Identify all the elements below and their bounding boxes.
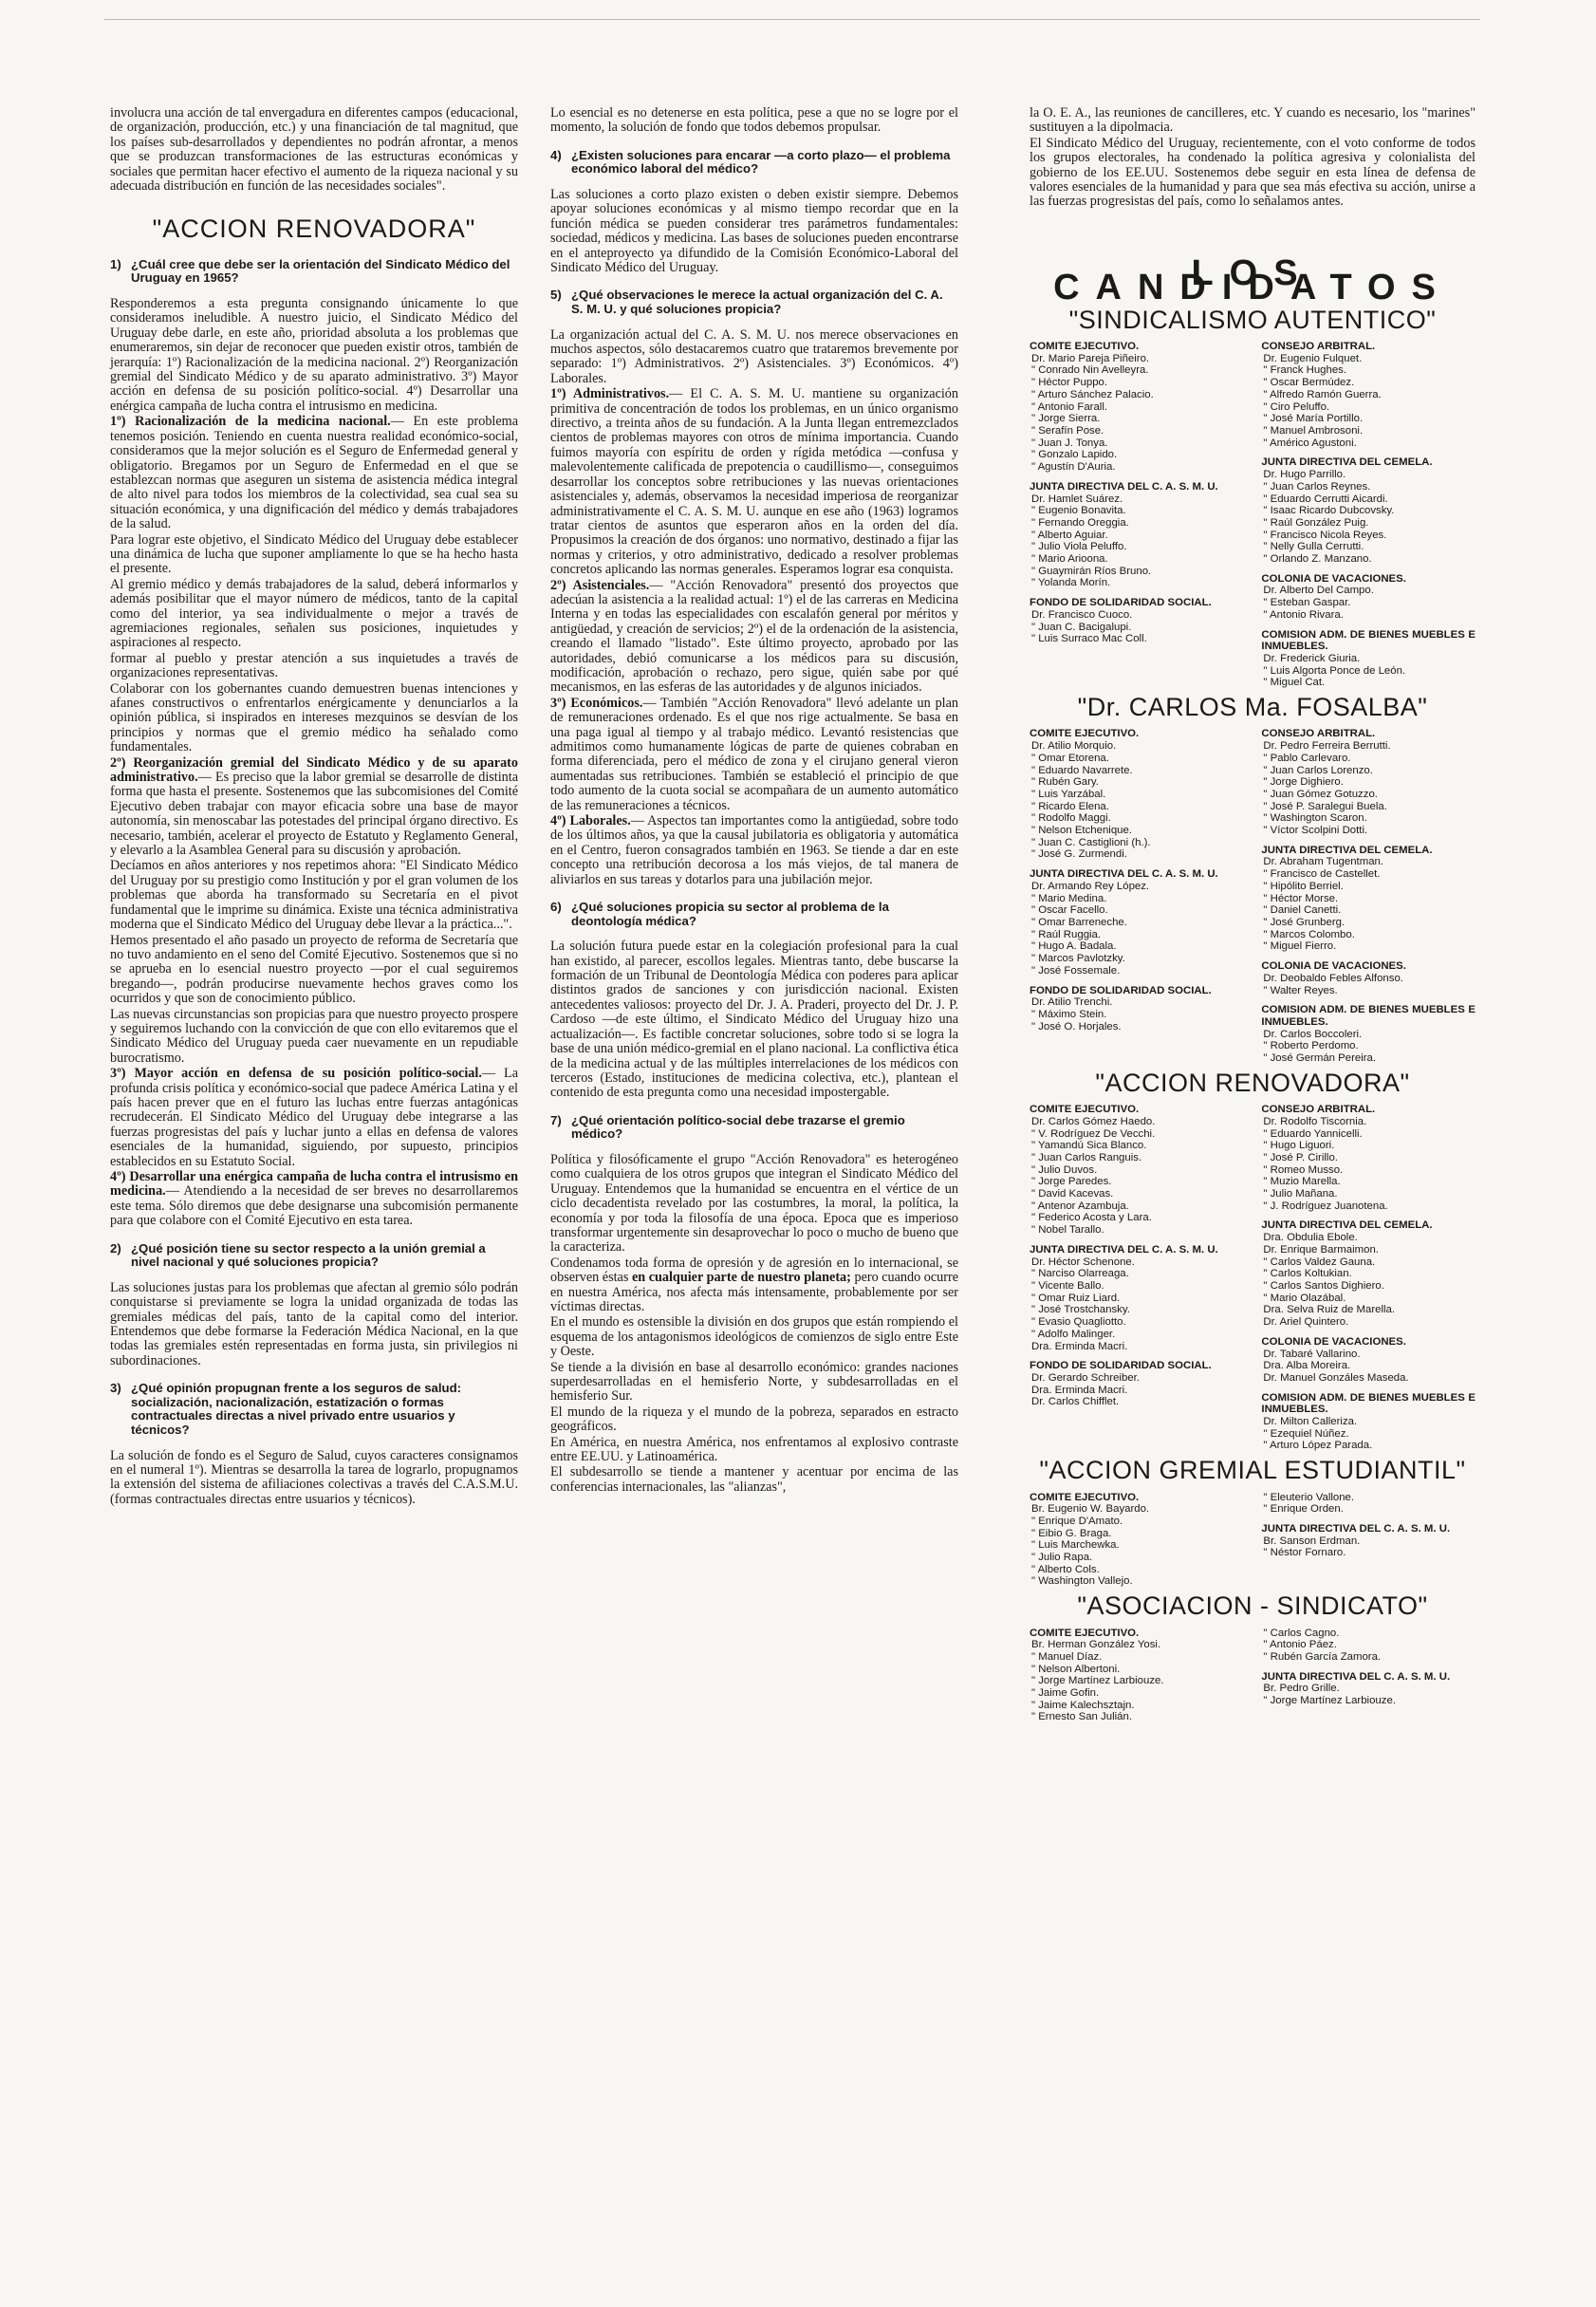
- candidate-name: Dra. Alba Moreira.: [1263, 1360, 1351, 1372]
- candidate-name: Br. Eugenio W. Bayardo.: [1031, 1503, 1150, 1516]
- question-number: 4): [550, 147, 562, 162]
- candidate-name: " Miguel Fierro.: [1263, 940, 1337, 953]
- candidate-name: " Alberto Aguiar.: [1031, 529, 1108, 541]
- list-title: "SINDICALISMO AUTENTICO": [1068, 305, 1437, 334]
- candidate-name: Dra. Erminda Macri.: [1031, 1384, 1128, 1396]
- candidate-name: Br. Sanson Erdman.: [1263, 1535, 1361, 1547]
- candidate-name: " Juan Carlos Lorenzo.: [1263, 764, 1373, 776]
- candidate-name: " Omar Ruiz Liard.: [1031, 1292, 1121, 1304]
- candidate-name: " Francisco de Castellet.: [1263, 868, 1381, 881]
- candidate-name: " Ezequiel Núñez.: [1263, 1427, 1349, 1440]
- candidate-lists: [1030, 305, 1475, 1724]
- candidate-name: " Mario Medina.: [1031, 892, 1107, 904]
- question-4: [550, 149, 958, 177]
- question-6: [550, 901, 958, 928]
- candidate-name: " José G. Zurmendi.: [1031, 848, 1127, 861]
- answer-paragraph: [110, 756, 518, 859]
- list-section-heading: COMITE EJECUTIVO.: [1030, 728, 1140, 740]
- candidate-name: " Juan J. Tonya.: [1031, 437, 1108, 449]
- answer-lead: 1º) Racionalización de la medicina nacional.: [110, 414, 391, 430]
- candidate-name: Dr. Ariel Quintero.: [1263, 1316, 1349, 1329]
- list-section-heading: FONDO DE SOLIDARIDAD SOCIAL.: [1030, 597, 1212, 609]
- answer-paragraph: [550, 814, 958, 887]
- candidate-name: " Gonzalo Lapido.: [1031, 449, 1118, 461]
- answer-paragraph: [550, 1256, 958, 1315]
- candidate-name: " Néstor Fornaro.: [1263, 1547, 1346, 1559]
- candidate-name: " Antonio Rivara.: [1263, 608, 1344, 621]
- answer-paragraph: El mundo de la riqueza y el mundo de la pobreza, separados en estracto geográficos.: [550, 1404, 958, 1435]
- candidate-name: " Ricardo Elena.: [1031, 800, 1109, 812]
- candidate-name: " Julio Duvos.: [1031, 1163, 1098, 1176]
- list-section-heading: COLONIA DE VACACIONES.: [1261, 572, 1406, 585]
- candidate-name: Dr. Carlos Chifflet.: [1031, 1396, 1120, 1408]
- candidate-name: " Jaime Gofin.: [1031, 1687, 1100, 1700]
- candidate-name: Dr. Milton Calleriza.: [1263, 1416, 1358, 1428]
- list-section-heading: JUNTA DIRECTIVA DEL C. A. S. M. U.: [1030, 868, 1218, 881]
- candidate-name: " Juan Carlos Ranguis.: [1031, 1151, 1142, 1163]
- candidate-name: " Jorge Paredes.: [1031, 1176, 1112, 1188]
- candidate-name: " Rodolfo Maggi.: [1031, 812, 1111, 825]
- candidate-name: " Luis Yarzábal.: [1031, 788, 1106, 800]
- candidate-name: " Vicente Ballo.: [1031, 1279, 1104, 1292]
- candidate-name: Dr. Francisco Cuoco.: [1031, 608, 1133, 621]
- list-section-heading: JUNTA DIRECTIVA DEL C. A. S. M. U.: [1261, 1670, 1451, 1683]
- candidate-name: Dr. Rodolfo Tiscornia.: [1263, 1115, 1367, 1127]
- candidate-name: " Washington Vallejo.: [1031, 1575, 1133, 1588]
- list-section-heading: CONSEJO ARBITRAL.: [1261, 1104, 1376, 1116]
- candidate-name: " Carlos Koltukian.: [1263, 1268, 1352, 1280]
- candidate-name: " Julio Mañana.: [1263, 1188, 1338, 1200]
- list-section-heading: FONDO DE SOLIDARIDAD SOCIAL.: [1030, 984, 1212, 996]
- candidate-name: " Antonio Páez.: [1263, 1639, 1337, 1651]
- candidate-name: " José Trostchansky.: [1031, 1304, 1130, 1316]
- answer-paragraph: El subdesarrollo se tiende a mantener y acentuar por encima de las conferencias internacionales, las "alianzas",: [550, 1464, 958, 1495]
- answer-lead: 2º) Asistenciales.: [550, 577, 650, 593]
- answer-paragraph: Lo esencial es no detenerse en esta política, pese a que no se logre por el momento, la solución de fondo que todos debemos propulsar.: [550, 105, 958, 136]
- candidate-name: " Roberto Perdomo.: [1263, 1040, 1359, 1052]
- candidate-name: " David Kacevas.: [1031, 1188, 1114, 1200]
- candidate-name: " Alberto Cols.: [1031, 1563, 1100, 1575]
- candidate-name: " Arturo Sánchez Palacio.: [1031, 388, 1154, 400]
- list-column: [1030, 1492, 1244, 1589]
- candidate-name: " Eduardo Cerrutti Aicardi.: [1263, 493, 1388, 505]
- question-text: ¿Existen soluciones para encarar —a corto plazo— el problema económico laboral del médico?: [571, 147, 951, 177]
- candidate-name: " Romeo Musso.: [1263, 1163, 1344, 1176]
- candidate-name: " Víctor Scolpini Dotti.: [1263, 825, 1368, 837]
- candidate-name: " Walter Reyes.: [1263, 984, 1338, 996]
- candidate-name: " Jorge Martínez Larbiouze.: [1263, 1695, 1396, 1707]
- candidate-name: " Manuel Díaz.: [1031, 1650, 1103, 1663]
- list-section-heading: COMITE EJECUTIVO.: [1030, 341, 1140, 353]
- answer-lead: 2º) Reorganización gremial del Sindicato Médico y de su aparato administrativo.: [110, 754, 518, 786]
- candidate-name: Dr. Tabaré Vallarino.: [1263, 1348, 1361, 1360]
- candidate-name: Dra. Obdulia Ebole.: [1263, 1232, 1358, 1244]
- answer-paragraph: [110, 1170, 518, 1229]
- candidate-name: " José Grunberg.: [1263, 917, 1345, 928]
- candidate-name: " Manuel Ambrosoni.: [1263, 424, 1364, 437]
- list-section-heading: COMITE EJECUTIVO.: [1030, 1104, 1140, 1116]
- candidate-name: " Eibio G. Braga.: [1031, 1527, 1112, 1539]
- question-text: ¿Qué orientación político-social debe trazarse el gremio médico?: [571, 1112, 905, 1142]
- section-heading-accion-renovadora: "ACCION RENOVADORA": [152, 214, 476, 244]
- candidate-name: " José P. Saralegui Buela.: [1263, 800, 1387, 812]
- candidate-name: Dr. Armando Rey López.: [1031, 880, 1150, 892]
- answer-paragraph: Hemos presentado el año pasado un proyecto de reforma de Secretaría que no tuvo andamiento en el seno del Comité Ejecutivo. Sostenemos que si no se aprueba en lo esencial nuestro proyecto —por el cual seguiremos bregando—, podrán producirse nuevamente hechos graves como los ocurridos y que son de conocimiento público.: [110, 932, 518, 1007]
- answer-text: — "Acción Renovadora" presentó dos proyectos que adecúan la asistencia a la realidad actual: 1º) el de las carreras en Medicina Interna y en todas las especialidades con escalafón general por méritos y antigüedad, y creación de servicios; 2º) el de la ordenación de la asistencia, creando el llamado "listado". Este último proyecto, aprobado por las autoridades, debió comunicarse a los médicos para su discusión, modificación, aprobación o rechazo, pero sigue, quién sabe por qué mecanismos, en las esferas de las autoridades y de algunos iniciados.: [550, 577, 958, 696]
- candidate-name: " Juan Carlos Reynes.: [1263, 480, 1371, 493]
- question-text: ¿Qué posición tiene su sector respecto a la unión gremial a nivel nacional y qué soluciones propicia?: [131, 1240, 486, 1270]
- list-section-heading: COLONIA DE VACACIONES.: [1261, 1335, 1406, 1348]
- candidate-name: " Nelson Etchenique.: [1031, 825, 1132, 837]
- candidate-name: " Hugo A. Badala.: [1031, 940, 1117, 953]
- candidate-name: Dr. Alberto Del Campo.: [1263, 585, 1374, 597]
- question-text: ¿Cuál cree que debe ser la orientación del Sindicato Médico del Uruguay en 1965?: [131, 256, 510, 286]
- answer-text: — El C. A. S. M. U. mantiene su organización primitiva de concentración de todos los problemas, en un único organismo directivo, a treinta años de su fundación. A la Junta llegan entremezclados cientos de problemas mayores con otros de mínima importancia. Cuando fuimos mayoría con espíritu de orden y rígida metódica —confusa y malevolentemente calificada de prepotencia o caudillismo—, conseguimos desarrollar los conceptos sobre retribuciones y las nuevas orientaciones asistenciales y, además, observamos la necesidad imperiosa de reorganizar administrativamente el C. A. S. M. U. aunque en ese año (1963) logramos tratar cientos de asuntos que esperaron años en la orden del día. Propusimos la creación de dos órganos: uno normativo, destinado a fijar las normas y criterios, y otro administrativo, dedicado a resolver problemas concretos aplicando las normas generales. Esperamos lograr esa conquista.: [550, 386, 958, 578]
- candidate-name: Dr. Eugenio Fulquet.: [1263, 352, 1363, 364]
- candidate-name: " Eduardo Yannicelli.: [1263, 1127, 1363, 1140]
- answer-text: — Es preciso que la labor gremial se desarrolle de distinta forma que hasta el presente. Sostenemos que las subcomisiones del Comité Ejecutivo deben trabajar con mayor eficacia sobre una base de mayor autonomía, sin menoscabar las potestades del principal órgano directivo. Es necesario, también, acelerar el proyecto de Estatuto y Reglamento General, y elevarlo a la Asamblea General para su discusión y aprobación.: [110, 770, 518, 859]
- question-number: 5): [550, 288, 562, 303]
- answer-paragraph: La solución de fondo es el Seguro de Salud, cuyos caracteres consignamos en el numeral 1º). Mientras se desarrolla la tarea de lograrlo, propugnamos la extensión del sistema de afiliaciones colectivas a través del C.A.S.M.U. (formas contractuales directas entre usuarios y técnicos).: [110, 1447, 518, 1507]
- candidate-name: " Alfredo Ramón Guerra.: [1263, 388, 1382, 400]
- candidate-name: " Raúl González Puig.: [1263, 516, 1369, 529]
- candidate-name: " Luis Surraco Mac Coll.: [1031, 633, 1147, 645]
- answer-paragraph: Para lograr este objetivo, el Sindicato Médico del Uruguay debe establecer una dinámica de lucha que suponer ampliamente lo que se ha hecho hasta el presente.: [110, 531, 518, 577]
- candidate-name: " Marcos Colombo.: [1263, 928, 1355, 940]
- answer-paragraph: Política y filosóficamente el grupo "Acción Renovadora" es heterogéneo como cualquiera de los otros grupos que integran el Sindicato Médico del Uruguay. Entendemos que la humanidad se encuentra en el vértice de un ciclo decadentista revelado por las costumbres, la moral, la política, la economía y por toda la filosofía de una época. Epoca que es imperioso transformar urgentemente sin desaprovechar lo poco o mucho de bueno que la caracteriza.: [550, 1151, 958, 1256]
- candidate-name: " Omar Etorena.: [1031, 752, 1109, 764]
- question-number: 7): [550, 1112, 562, 1127]
- candidate-name: Br. Herman González Yosi.: [1031, 1639, 1161, 1651]
- candidate-name: " Carlos Valdez Gauna.: [1263, 1256, 1376, 1268]
- candidate-name: Dra. Selva Ruiz de Marella.: [1263, 1304, 1396, 1316]
- list-column: [1030, 728, 1244, 1064]
- candidate-name: " Hipólito Berriel.: [1263, 880, 1344, 892]
- candidate-name: " Narciso Olarreaga.: [1031, 1268, 1129, 1280]
- list-column: [1030, 1628, 1244, 1724]
- question-number: 1): [110, 256, 121, 271]
- candidate-name: " Marcos Pavlotzky.: [1031, 953, 1125, 965]
- answer-paragraph: [550, 387, 958, 577]
- question-text: ¿Qué opinión propugnan frente a los seguros de salud: socialización, nacionalización, estatización o formas contractuales directas a nivel privado entre usuarios y técnicos?: [131, 1381, 462, 1438]
- answer-text: — Atendiendo a la necesidad de ser breves no desarrollaremos este tema. Sólo diremos que debe designarse una subcomisión permanente para que colabore con el Comité Ejecutivo en esta tarea.: [110, 1183, 518, 1229]
- answer-lead: 1º) Administrativos.: [550, 386, 670, 402]
- answer-paragraph: El Sindicato Médico del Uruguay, recientemente, con el voto conforme de todos los grupos electorales, ha condenado la política agresiva y colonialista del gobierno de los EE.UU. Sostenemos debe seguir en esta línea de defensa de valores esenciales de la humanidad y para que sea más efectiva su acción, unirse a las fuerzas progresistas del país, como lo señalamos antes.: [1030, 135, 1475, 210]
- question-1: [110, 258, 518, 286]
- candidate-name: " Daniel Canetti.: [1263, 904, 1342, 917]
- answer-paragraph: Al gremio médico y demás trabajadores de la salud, deberá informarlos y además posibilitar que el mayor número de médicos, tanto de la capital como del interior, ya sea individualmente o mejor a través de agremiaciones regionales, señalen sus posiciones, inquietudes y aspiraciones al respecto.: [110, 576, 518, 651]
- intro-paragraph: involucra una acción de tal envergadura en diferentes campos (educacional, de organización, producción, etc.) y una financiación de tal magnitud, que los países sub-desarrollados y dependientes no podrán afrontar, a menos que se produzcan transformaciones de las estructuras económicas y sociales que permitan hacer efectivo el aumento de la riqueza nacional y su adecuada distribución en función de las necesidades sociales".: [110, 105, 518, 195]
- answer-lead: 3º) Mayor acción en defensa de su posición político-social.: [110, 1066, 482, 1082]
- candidate-name: " Franck Hughes.: [1263, 364, 1347, 377]
- candidate-name: " Omar Barreneche.: [1031, 917, 1127, 928]
- candidate-name: " Isaac Ricardo Dubcovsky.: [1263, 505, 1395, 517]
- candidate-name: Dr. Hamlet Suárez.: [1031, 493, 1123, 505]
- candidate-name: Dr. Atilio Trenchi.: [1031, 996, 1113, 1009]
- candidate-name: Dr. Mario Pareja Piñeiro.: [1031, 352, 1150, 364]
- candidate-name: Br. Pedro Grille.: [1263, 1683, 1340, 1695]
- candidate-name: Dr. Deobaldo Febles Alfonso.: [1263, 972, 1403, 984]
- answer-paragraph: la O. E. A., las reuniones de cancilleres, etc. Y cuando es necesario, los "marines" sustituyen a la dipolmacia.: [1030, 105, 1475, 136]
- candidate-name: Dr. Carlos Boccoleri.: [1263, 1028, 1363, 1040]
- answer-text: — La profunda crisis política y económico-social que padece América Latina y el país hacen prever que en el futuro las luchas entre fuerzas antagónicas recrudecerán. El Sindicato Médico del Uruguay debe integrarse a las fuerzas progresistas del país y luchar junto a ellas en defensa de valores esenciales de la humanidad, siguiendo, por supuesto, principios establecidos en su Estatuto Social.: [110, 1066, 518, 1169]
- list-column: [1261, 341, 1475, 689]
- candidate-name: " Mario Arioona.: [1031, 553, 1108, 566]
- list-section-heading: CONSEJO ARBITRAL.: [1261, 341, 1376, 353]
- answer-text: Condenamos toda forma de opresión y de agresión en lo internacional, se observen éstas: [550, 1255, 958, 1286]
- candidate-name: " Arturo López Parada.: [1263, 1440, 1373, 1452]
- candidate-name: " Jorge Sierra.: [1031, 413, 1101, 425]
- question-text: ¿Qué observaciones le merece la actual organización del C. A. S. M. U. y qué soluciones propicia?: [571, 288, 943, 317]
- list-column: [1261, 728, 1475, 1064]
- column-2: [550, 106, 958, 1496]
- candidate-name: " Adolfo Malinger.: [1031, 1328, 1116, 1340]
- candidate-name: " Luis Marchewka.: [1031, 1539, 1120, 1552]
- answer-paragraph: [110, 415, 518, 531]
- candidate-name: " Julio Viola Peluffo.: [1031, 541, 1127, 553]
- answer-lead: 3º) Económicos.: [550, 695, 643, 711]
- answer-paragraph: Responderemos a esta pregunta consignando únicamente lo que consideramos ineludible. A nuestro juicio, el Sindicato Médico del Uruguay debe darle, en este año, prioridad absoluta a los problemas que enumeraremos, sin dejar de reconocer que pueden existir otros, también de jerarquía: 1º) Racionalización de la medicina nacional. 2º) Reorganización gremial del Sindicato Médico y de su aparato administrativo. 3º) Mayor acción en defensa de su posición político-social. 4º) Desarrollar una enérgica campaña de lucha contra el intrusismo en medicina.: [110, 296, 518, 414]
- candidate-name: " Juan C. Bacigalupi.: [1031, 621, 1132, 633]
- question-number: 6): [550, 900, 562, 915]
- candidates-title: LOS CANDIDATOS: [1053, 252, 1452, 308]
- candidate-name: Dr. Hugo Parrillo.: [1263, 469, 1346, 481]
- list-column: [1030, 1104, 1244, 1452]
- list-title: "Dr. CARLOS Ma. FOSALBA": [1077, 693, 1428, 722]
- question-5: [550, 288, 958, 316]
- list-body: [1030, 341, 1475, 689]
- list-body: [1030, 1628, 1475, 1724]
- candidate-name: " Hugo Liguori.: [1263, 1140, 1335, 1152]
- answer-paragraph: La organización actual del C. A. S. M. U. nos merece observaciones en muchos aspectos, sólo destacaremos cuatro que trataremos brevemente por separado: 1º) Administrativos. 2º) Asistenciales. 3º) Económicos. 4º) Laborales.: [550, 326, 958, 386]
- list-section-heading: COMISION ADM. DE BIENES MUEBLES E INMUEBLES.: [1261, 1004, 1475, 1028]
- candidate-name: " Raúl Ruggia.: [1031, 928, 1102, 940]
- candidate-name: " J. Rodríguez Juanotena.: [1263, 1200, 1388, 1212]
- column-3: [1030, 106, 1475, 1723]
- answer-text: — Aspectos tan importantes como la antigüedad, sobre todo de los últimos años, ya que la causal jubilatoria es obligatoria y automática en el Centro, fueron consagrados también en 1963. Se tiende a dar en este concepto una retribución decorosa a los más viejos, de tal manera de aliviarlos en sus tareas y dotarlos para una jubilación mejor.: [550, 813, 958, 887]
- question-7: [550, 1114, 958, 1142]
- candidate-name: " Fernando Oreggia.: [1031, 516, 1129, 529]
- candidate-name: " Jaime Kalechsztajn.: [1031, 1699, 1135, 1711]
- column-1: [110, 106, 518, 1508]
- list-column: [1261, 1104, 1475, 1452]
- candidate-name: " Juan Gómez Gotuzzo.: [1263, 788, 1378, 800]
- candidate-name: " Washington Scaron.: [1263, 812, 1367, 825]
- candidate-name: " Yolanda Morín.: [1031, 577, 1111, 589]
- candidate-name: " Juan C. Castiglioni (h.).: [1031, 836, 1151, 848]
- candidate-name: Dr. Atilio Morquio.: [1031, 740, 1117, 753]
- candidate-name: Dr. Gerardo Schreiber.: [1031, 1371, 1140, 1384]
- answer-paragraph: formar al pueblo y prestar atención a sus inquietudes a través de organizaciones representativas.: [110, 650, 518, 681]
- candidate-name: " José P. Cirillo.: [1263, 1151, 1338, 1163]
- candidate-name: " Carlos Cagno.: [1263, 1627, 1340, 1639]
- list-section-heading: COMITE EJECUTIVO.: [1030, 1627, 1140, 1639]
- answer-paragraph: Las soluciones a corto plazo existen o deben existir siempre. Debemos apoyar soluciones económicas y al mismo tiempo recordar que en la función médica se pueden considerar tres parámetros fundamentales: sociedad, médicos y medicina. Las bases de soluciones pueden encontrarse en el anteproyecto ya difundido de la Comisión Económico-Laboral del Sindicato Médico del Uruguay.: [550, 187, 958, 276]
- candidate-name: Dr. Carlos Gómez Haedo.: [1031, 1115, 1156, 1127]
- candidate-name: Dr. Enrique Barmaimon.: [1263, 1243, 1379, 1256]
- question-number: 3): [110, 1381, 121, 1396]
- candidate-name: " Esteban Gaspar.: [1263, 597, 1351, 609]
- answer-text: pero cuando ocurre en nuestra América, nos afecta más intensamente, probablemente por ser víctimas directas.: [550, 1270, 959, 1314]
- candidate-name: " Agustín D'Auria.: [1031, 461, 1116, 474]
- list-section-heading: COMITE EJECUTIVO.: [1030, 1491, 1140, 1503]
- candidate-name: " Federico Acosta y Lara.: [1031, 1212, 1152, 1224]
- candidate-name: " José Germán Pereira.: [1263, 1052, 1377, 1065]
- candidate-name: " Oscar Bermúdez.: [1263, 377, 1355, 389]
- candidate-name: " Antenor Azambuja.: [1031, 1200, 1129, 1212]
- candidate-name: Dr. Frederick Giuria.: [1263, 652, 1361, 664]
- list-body: [1030, 1104, 1475, 1452]
- candidate-name: " Muzio Marella.: [1263, 1176, 1341, 1188]
- candidate-name: " Nelson Albertoni.: [1031, 1663, 1121, 1675]
- candidate-name: " Héctor Morse.: [1263, 892, 1339, 904]
- answer-text: — También "Acción Renovadora" llevó adelante un plan de remuneraciones ordenado. Es el que nos rige actualmente. Se basa en una paga igual al tiempo y al trabajo médico. Levantó resistencias que admitimos como humanamente lógicas de parte de quienes cobraban en forma diferenciada, pero el médico de zona y el cirujano general vieron aumentadas sus retribuciones. También se estableció el principio de que todo aumento de la cuota social se acompañara de un aumento automático de las remuneraciones a técnicos.: [550, 695, 958, 813]
- answer-paragraph: Se tiende a la división en base al desarrollo económico: grandes naciones superdesarrolladas en el hemisferio Norte, y subdesarrolladas en el hemisferio Sur.: [550, 1359, 958, 1405]
- answer-paragraph: Colaborar con los gobernantes cuando demuestren buenas intenciones y afanes constructivos o enfrentarlos enérgicamente y denunciarlos a la opinión pública, si inspirados en intereses mezquinos se desvían de los principios y normas que el gremio médico ha señalado como fundamentales.: [110, 680, 518, 755]
- list-section-heading: FONDO DE SOLIDARIDAD SOCIAL.: [1030, 1360, 1212, 1372]
- candidate-name: " Oscar Facello.: [1031, 904, 1108, 917]
- answer-paragraph: Decíamos en años anteriores y nos repetimos ahora: "El Sindicato Médico del Uruguay por su prestigio como Institución y por el gran volumen de los problemas que aborda ha transformado su Secretaría en el pivot fundamental que le imprime su dinámica. Existe una técnica administrativa moderna que el Sindicato Médico del Uruguay debe llevar a la práctica...".: [110, 858, 518, 933]
- candidate-name: " Américo Agustoni.: [1263, 437, 1357, 449]
- candidate-name: " Nelly Gulla Cerrutti.: [1263, 541, 1364, 553]
- question-number: 2): [110, 1240, 121, 1256]
- candidate-name: " José O. Horjales.: [1031, 1020, 1122, 1033]
- candidate-name: Dr. Héctor Schenone.: [1031, 1256, 1135, 1268]
- answer-paragraph: En América, en nuestra América, nos enfrentamos al explosivo contraste entre EE.UU. y Latinoamérica.: [550, 1434, 958, 1465]
- candidate-name: " Rubén García Zamora.: [1263, 1650, 1382, 1663]
- candidate-name: " Luis Algorta Ponce de León.: [1263, 664, 1406, 677]
- candidate-name: " Yamandú Sica Blanco.: [1031, 1140, 1147, 1152]
- list-column: [1030, 341, 1244, 689]
- list-section-heading: COMISION ADM. DE BIENES MUEBLES E INMUEBLES.: [1261, 1391, 1475, 1416]
- candidate-name: Dr. Manuel Gonzáles Maseda.: [1263, 1371, 1409, 1384]
- question-2: [110, 1242, 518, 1270]
- candidate-name: " Pablo Carlevaro.: [1263, 752, 1351, 764]
- list-title: "ASOCIACION - SINDICATO": [1077, 1591, 1428, 1621]
- candidate-name: " Enrique D'Amato.: [1031, 1515, 1123, 1527]
- list-title: "ACCION GREMIAL ESTUDIANTIL": [1039, 1456, 1466, 1485]
- answer-paragraph: [110, 1067, 518, 1169]
- list-section-heading: JUNTA DIRECTIVA DEL C. A. S. M. U.: [1030, 1243, 1218, 1256]
- answer-paragraph: [550, 579, 958, 696]
- candidate-name: " Eleuterio Vallone.: [1263, 1491, 1355, 1503]
- list-section-heading: JUNTA DIRECTIVA DEL CEMELA.: [1261, 1219, 1433, 1232]
- candidate-name: " José María Portillo.: [1263, 413, 1364, 425]
- candidate-name: " Miguel Cat.: [1263, 677, 1326, 689]
- list-body: [1030, 1492, 1475, 1589]
- list-body: [1030, 728, 1475, 1064]
- candidate-name: " Eugenio Bonavita.: [1031, 505, 1126, 517]
- candidate-name: " Serafín Pose.: [1031, 424, 1104, 437]
- list-column: [1261, 1628, 1475, 1724]
- candidate-name: " Julio Rapa.: [1031, 1552, 1093, 1564]
- candidate-name: " Guaymirán Ríos Bruno.: [1031, 565, 1152, 577]
- list-section-heading: CONSEJO ARBITRAL.: [1261, 728, 1376, 740]
- candidate-name: Dr. Pedro Ferreira Berrutti.: [1263, 740, 1391, 753]
- answer-lead: 4º) Laborales.: [550, 813, 631, 829]
- candidate-name: " Máximo Stein.: [1031, 1008, 1107, 1020]
- answer-paragraph: La solución futura puede estar en la colegiación profesional para la cual han existido, al parecer, escollos legales. Mientras tanto, debe buscarse la formación de un Tribunal de Deontología Médica con poderes para aplicar distintos grados de sanciones y con jurisdicción nacional. Existen antecedentes valiosos: proyecto del Dr. J. A. Praderi, proyecto del Dr. J. P. Cardoso —de este último, el Sindicato Médico del Uruguay hizo una actualización—. Es factible concretar soluciones, sobre todo si se logra la base de una unión médico-gremial en el plano nacional. La conflictiva ética de la medicina actual y de las múltiples interrelaciones de los médicos con terceros (Estado, instituciones de medicina colectiva, etc.), plantean el contenido de esta pregunta como una necesidad impostergable.: [550, 939, 958, 1101]
- candidate-name: " Nobel Tarallo.: [1031, 1224, 1104, 1237]
- candidate-name: " Evasio Quagliotto.: [1031, 1316, 1126, 1329]
- list-section-heading: COMISION ADM. DE BIENES MUEBLES E INMUEBLES.: [1261, 628, 1475, 653]
- candidate-name: Dra. Erminda Macri.: [1031, 1340, 1128, 1352]
- list-section-heading: JUNTA DIRECTIVA DEL CEMELA.: [1261, 456, 1433, 469]
- top-rule: [104, 19, 1480, 20]
- candidate-name: " Ernesto San Julián.: [1031, 1711, 1132, 1723]
- candidate-name: " Mario Olazábal.: [1263, 1292, 1346, 1304]
- answer-paragraph: Las soluciones justas para los problemas que afectan al gremio sólo podrán conquistarse si previamente se logra la unidad organizada de todas las gremiales médicas del país, tanto de la capital como del interior. Entendemos que debe formarse la Federación Médica Nacional, en la que todas las gremiales estén representadas en forma justa, sin privilegios ni subordinaciones.: [110, 1279, 518, 1368]
- list-section-heading: JUNTA DIRECTIVA DEL CEMELA.: [1261, 844, 1433, 856]
- list-section-heading: COLONIA DE VACACIONES.: [1261, 960, 1406, 973]
- candidate-name: " Conrado Nin Avelleyra.: [1031, 364, 1149, 377]
- candidate-name: " Rubén Gary.: [1031, 776, 1099, 789]
- candidate-name: " Ciro Peluffo.: [1263, 400, 1330, 413]
- candidate-name: " Jorge Dighiero.: [1263, 776, 1344, 789]
- question-3: [110, 1382, 518, 1437]
- candidate-name: " Jorge Martínez Larbiouze.: [1031, 1675, 1164, 1687]
- candidate-name: " Orlando Z. Manzano.: [1263, 553, 1372, 566]
- answer-lead: 4º) Desarrollar una enérgica campaña de lucha contra el intrusismo en medicina.: [110, 1169, 518, 1200]
- candidate-name: " Carlos Santos Dighiero.: [1263, 1279, 1384, 1292]
- candidate-name: Dr. Abraham Tugentman.: [1263, 856, 1384, 868]
- list-column: [1261, 1492, 1475, 1589]
- candidate-name: " Enrique Orden.: [1263, 1503, 1344, 1516]
- candidate-name: " José Fossemale.: [1031, 964, 1121, 977]
- question-text: ¿Qué soluciones propicia su sector al problema de la deontología médica?: [571, 900, 889, 928]
- candidate-name: " Héctor Puppo.: [1031, 377, 1108, 389]
- candidate-name: " Francisco Nicola Reyes.: [1263, 529, 1387, 541]
- candidate-name: " Antonio Farall.: [1031, 400, 1108, 413]
- list-title: "ACCION RENOVADORA": [1095, 1068, 1410, 1097]
- answer-paragraph: Las nuevas circunstancias son propicias para que nuestro proyecto prospere y seguiremos luchando con la convicción de que con ello evitaremos que el Sindicato Médico del Uruguay pueda caer nuevamente en un repudiable burocratismo.: [110, 1006, 518, 1066]
- list-section-heading: JUNTA DIRECTIVA DEL C. A. S. M. U.: [1030, 480, 1218, 493]
- answer-paragraph: [550, 697, 958, 813]
- candidate-name: " V. Rodríguez De Vecchi.: [1031, 1127, 1156, 1140]
- answer-text: — En este problema tenemos posición. Teniendo en cuenta nuestra realidad económico-social, consideramos que la mejor solución es el Seguro de Enfermedad general y obligatorio. Bregamos por un Seguro de Enfermedad en el que se establezcan normas que aseguren un sistema de asistencia médica integral de alto nivel para todos los miembros de la colectividad, sea cual sea su situación económica, y una dignificación del médico y demás trabajadores de la salud.: [110, 414, 518, 532]
- candidate-name: " Eduardo Navarrete.: [1031, 764, 1133, 776]
- list-section-heading: JUNTA DIRECTIVA DEL C. A. S. M. U.: [1261, 1522, 1451, 1535]
- answer-emphasis: en cualquier parte de nuestro planeta;: [631, 1270, 851, 1286]
- answer-paragraph: En el mundo es ostensible la división en dos grupos que están rompiendo el esquema de los antagonismos ideológicos de comienzos de siglo entre Este y Oeste.: [550, 1314, 958, 1360]
